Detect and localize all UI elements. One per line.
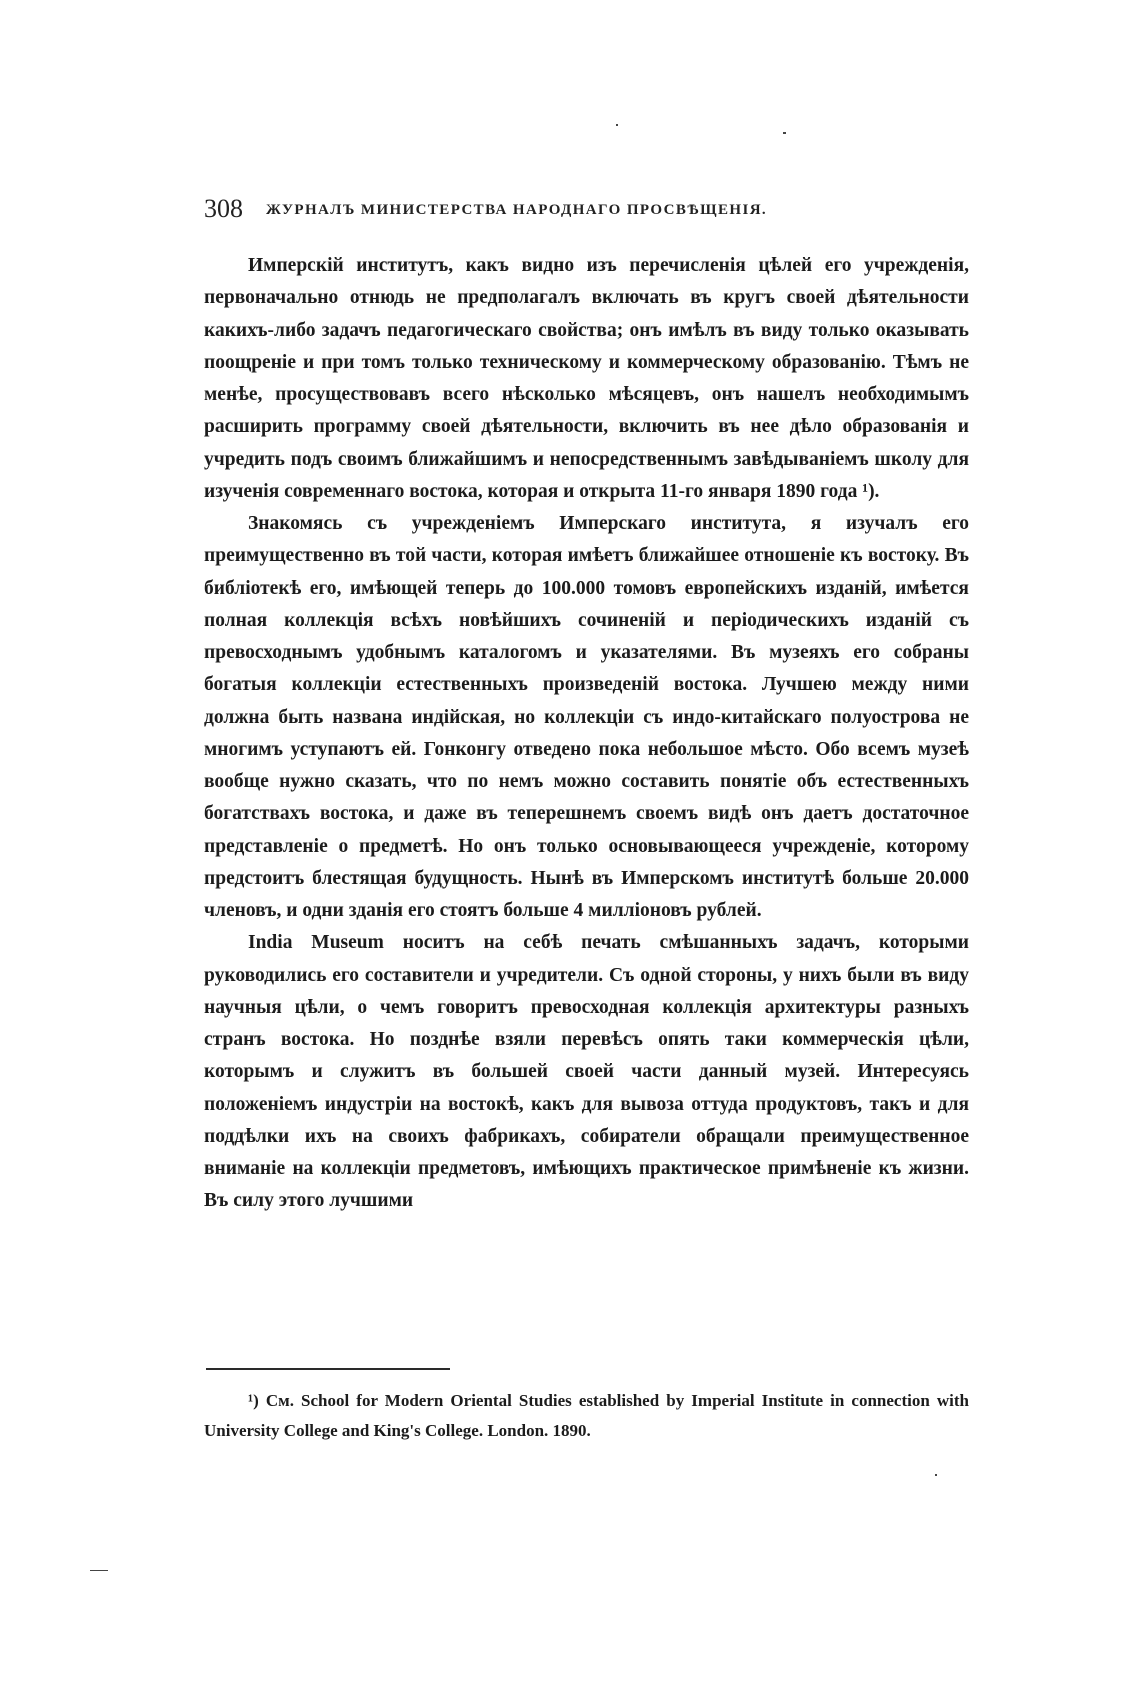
page-number: 308	[204, 194, 243, 223]
scan-mark	[90, 1570, 108, 1571]
scan-speck	[783, 132, 786, 134]
running-title: ЖУРНАЛЪ МИНИСТЕРСТВА НАРОДНАГО ПРОСВѢЩЕНІЯ.	[266, 202, 768, 218]
scan-speck	[935, 1474, 937, 1476]
paragraph-institute-collections: Знакомясь съ учрежденіемъ Имперскаго института, я изучалъ его преимущественно въ той части, которая имѣетъ ближайшее отношеніе къ востоку. Въ библіотекѣ его, имѣющей теперь до 100.000 томовъ европейскихъ изданій, имѣется полная коллекція всѣхъ новѣйшихъ сочиненій и періодическихъ изданій съ превосходнымъ удобнымъ каталогомъ и указателями. Въ музеяхъ его собраны богатыя коллекціи естественныхъ произведеній востока. Лучшею между ними должна быть названа индійская, но коллекціи съ индо-китайскаго полуострова не многимъ уступаютъ ей. Гонконгу отведено пока небольшое мѣсто. Обо всемъ музеѣ вообще нужно сказать, что по немъ можно составить понятіе объ естественныхъ богатствахъ востока, и даже въ теперешнемъ своемъ видѣ онъ даетъ достаточное представленіе о предметѣ. Но онъ только основывающееся учрежденіе, которому предстоитъ блестящая будущность. Нынѣ въ Имперскомъ институтѣ больше 20.000 членовъ, и одни зданія его стоятъ больше 4 милліоновъ рублей.	[204, 513, 969, 921]
scan-speck	[616, 124, 618, 126]
body-text	[204, 250, 969, 1218]
footnote: ¹) См. School for Modern Oriental Studies established by Imperial Institute in connection with University College and King's College. London. 1890.	[204, 1391, 969, 1440]
footnote-divider	[206, 1368, 450, 1370]
page-header	[204, 194, 969, 234]
paragraph-india-museum: India Museum носитъ на себѣ печать смѣшанныхъ задачъ, которыми руководились его составители и учредители. Съ одной стороны, у нихъ были въ виду научныя цѣли, о чемъ говоритъ превосходная коллекція архитектуры разныхъ странъ востока. Но позднѣе взяли перевѣсъ опять таки коммерческія цѣли, которымъ и служитъ въ большей своей части данный музей. Интересуясь положеніемъ индустріи на востокѣ, какъ для вывоза оттуда продуктовъ, такъ и для поддѣлки ихъ на своихъ фабрикахъ, собиратели обращали преимущественное вниманіе на коллекціи предметовъ, имѣющихъ практическое примѣненіе къ жизни. Въ силу этого лучшими	[204, 932, 969, 1212]
paragraph-imperial-institute: Имперскій институтъ, какъ видно изъ перечисленія цѣлей его учрежденія, первоначально отнюдь не предполагалъ включать въ кругъ своей дѣятельности какихъ-либо задачъ педагогическаго свойства; онъ имѣлъ въ виду только оказывать поощреніе и при томъ только техническому и коммерческому образованію. Тѣмъ не менѣе, просуществовавъ всего нѣсколько мѣсяцевъ, онъ нашелъ необходимымъ расширить программу своей дѣятельности, включить въ нее дѣло образованія и учредить подъ своимъ ближайшимъ и непосредственнымъ завѣдываніемъ школу для изученія современнаго востока, которая и открыта 11-го января 1890 года ¹).	[204, 255, 969, 502]
